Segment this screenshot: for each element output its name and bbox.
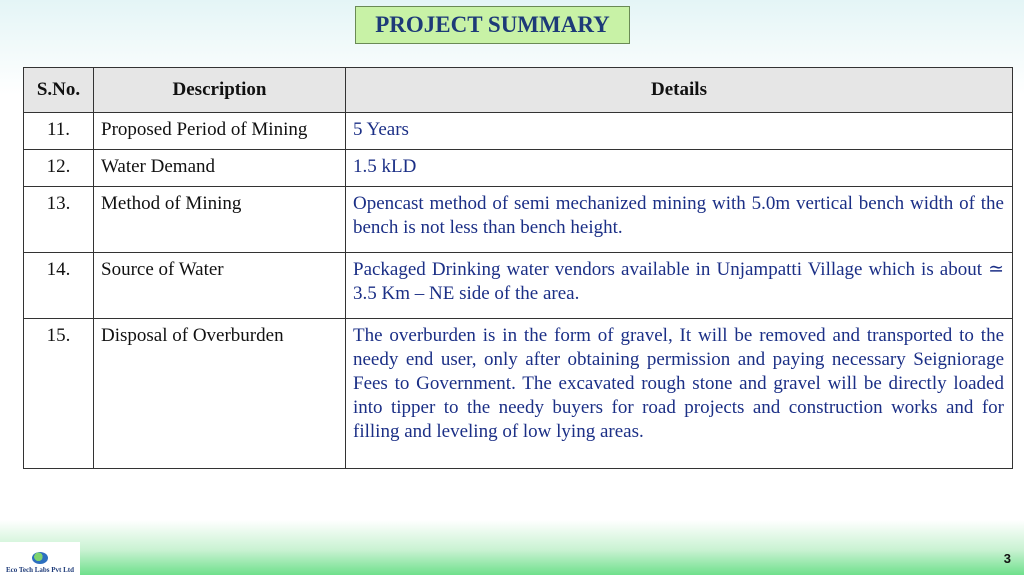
row-sno: 15. bbox=[24, 319, 94, 469]
row-description: Water Demand bbox=[94, 150, 346, 187]
header-description: Description bbox=[94, 68, 346, 113]
page-number: 3 bbox=[1003, 551, 1011, 566]
row-description: Source of Water bbox=[94, 253, 346, 319]
row-details: Opencast method of semi mechanized mining with 5.0m vertical bench width of the bench is not less than bench height. bbox=[346, 187, 1013, 253]
row-details: The overburden is in the form of gravel, It will be removed and transported to the needy end user, only after obtaining permission and paying necessary Seigniorage Fees to Government. The excavated rough stone and gravel will be directly loaded into tipper to the needy buyers for road projects and construction works and for filling and leveling of low lying areas. bbox=[346, 319, 1013, 469]
row-sno: 12. bbox=[24, 150, 94, 187]
globe-icon bbox=[32, 552, 48, 564]
company-logo bbox=[0, 542, 80, 575]
row-details: Packaged Drinking water vendors available in Unjampatti Village which is about ≃ 3.5 Km – NE side of the area. bbox=[346, 253, 1013, 319]
row-description: Proposed Period of Mining bbox=[94, 113, 346, 150]
table-row bbox=[24, 113, 1013, 150]
project-summary-table bbox=[23, 67, 1013, 469]
row-description: Disposal of Overburden bbox=[94, 319, 346, 469]
row-description: Method of Mining bbox=[94, 187, 346, 253]
header-sno: S.No. bbox=[24, 68, 94, 113]
row-sno: 14. bbox=[24, 253, 94, 319]
row-sno: 13. bbox=[24, 187, 94, 253]
table-row bbox=[24, 187, 1013, 253]
logo-text: Eco Tech Labs Pvt Ltd bbox=[5, 566, 75, 574]
table-row bbox=[24, 253, 1013, 319]
table-row bbox=[24, 319, 1013, 469]
page-title: PROJECT SUMMARY bbox=[355, 6, 630, 44]
table-row bbox=[24, 150, 1013, 187]
row-sno: 11. bbox=[24, 113, 94, 150]
table-header-row bbox=[24, 68, 1013, 113]
row-details: 1.5 kLD bbox=[346, 150, 1013, 187]
header-details: Details bbox=[346, 68, 1013, 113]
row-details: 5 Years bbox=[346, 113, 1013, 150]
